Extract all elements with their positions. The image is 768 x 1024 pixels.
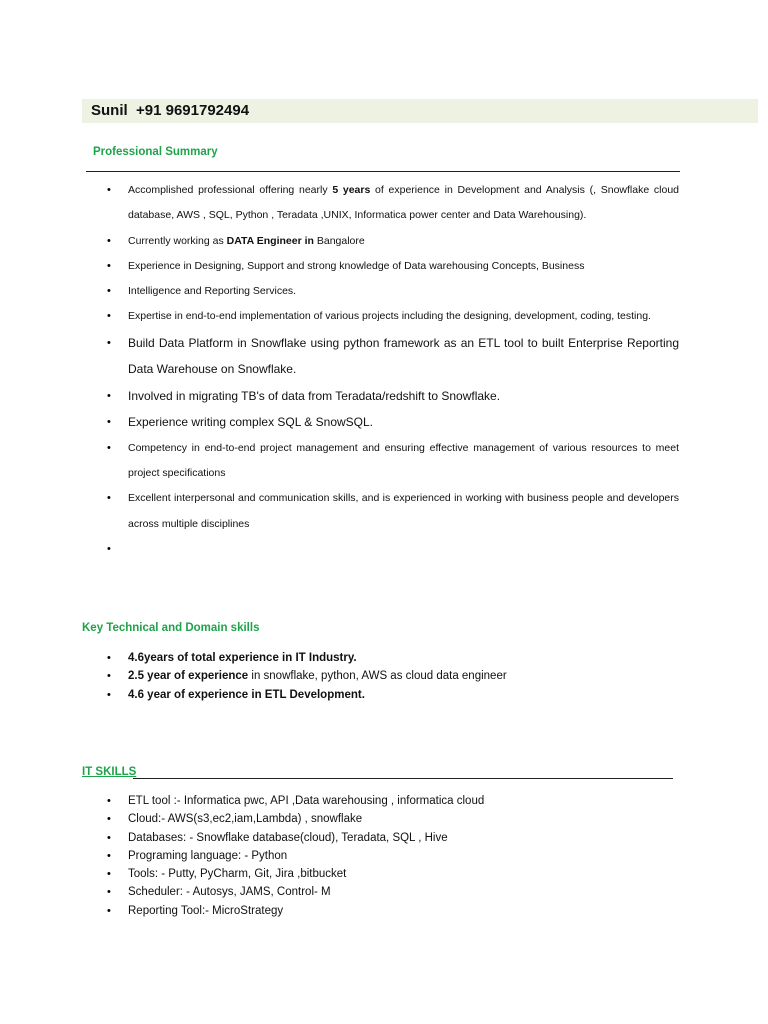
key-skill-item: • 4.6 year of experience in ETL Development.	[128, 686, 688, 704]
professional-summary-heading: Professional Summary	[93, 146, 218, 158]
key-skill-item: • 2.5 year of experience in snowflake, python, AWS as cloud data engineer	[128, 667, 688, 685]
it-skill-item: • Scheduler: - Autosys, JAMS, Control- M	[128, 883, 688, 901]
summary-item-empty	[128, 537, 679, 561]
candidate-phone: +91 9691792494	[136, 102, 250, 119]
summary-item: • Intelligence and Reporting Services.	[128, 279, 679, 304]
it-skill-item: • ETL tool :- Informatica pwc, API ,Data warehousing , informatica cloud	[128, 792, 688, 810]
it-skill-item: • Cloud:- AWS(s3,ec2,iam,Lambda) , snowflake	[128, 810, 688, 828]
it-skills-list	[128, 792, 688, 920]
summary-item: • Currently working as DATA Engineer in Bangalore	[128, 229, 679, 254]
summary-divider	[86, 171, 680, 172]
summary-item: • Experience writing complex SQL & SnowSQL.	[128, 409, 679, 436]
summary-item: • Build Data Platform in Snowflake using python framework as an ETL tool to built Enterprise Reporting Data Warehouse on Snowflake.	[128, 330, 679, 383]
it-skill-item: • Programing language: - Python	[128, 847, 688, 865]
summary-item: • Expertise in end-to-end implementation of various projects including the designing, development, coding, testing.	[128, 304, 679, 329]
summary-item: • Excellent interpersonal and communication skills, and is experienced in working with business people and developers across multiple disciplines	[128, 486, 679, 537]
it-skill-item: • Databases: - Snowflake database(cloud), Teradata, SQL , Hive	[128, 829, 688, 847]
summary-item: • Competency in end-to-end project management and ensuring effective management of various resources to meet project specifications	[128, 436, 679, 487]
it-skills-heading: IT SKILLS	[82, 766, 137, 778]
summary-item: • Accomplished professional offering nearly 5 years of experience in Development and Analysis (, Snowflake cloud database, AWS , SQL, Python , Teradata ,UNIX, Informatica power center and Data Warehousing).	[128, 178, 679, 229]
it-skill-item: • Tools: - Putty, PyCharm, Git, Jira ,bitbucket	[128, 865, 688, 883]
summary-item: • Involved in migrating TB's of data from Teradata/redshift to Snowflake.	[128, 383, 679, 410]
professional-summary-list	[128, 178, 679, 561]
candidate-name: Sunil	[91, 102, 128, 119]
key-skills-heading: Key Technical and Domain skills	[82, 622, 260, 634]
it-skill-item: • Reporting Tool:- MicroStrategy	[128, 902, 688, 920]
key-skill-item: • 4.6years of total experience in IT Industry.	[128, 649, 688, 667]
summary-item: • Experience in Designing, Support and strong knowledge of Data warehousing Concepts, Business	[128, 254, 679, 279]
key-skills-list	[128, 649, 688, 704]
it-skills-divider	[133, 778, 673, 779]
candidate-name-phone	[91, 102, 249, 119]
